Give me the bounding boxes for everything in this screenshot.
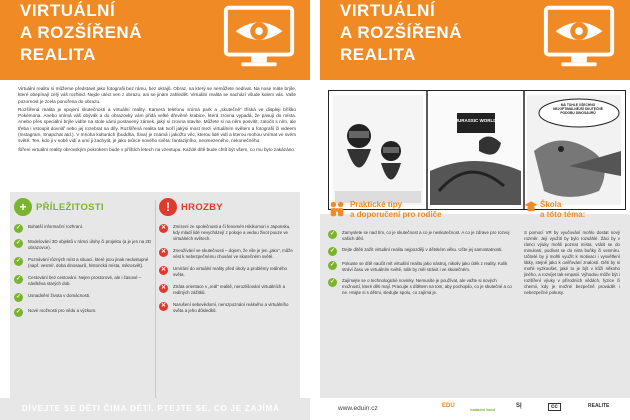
header-band	[320, 0, 630, 80]
school-title: Škola a tóto téma:	[540, 200, 586, 219]
list-item: ✓ Nové možnosti pro vědu a výzkum.	[15, 308, 97, 315]
cross-icon: ✕	[160, 303, 167, 309]
cross-icon: ✕	[160, 285, 167, 291]
cc-logo: cc	[548, 403, 561, 411]
list-item: ✕ Ztráta orientace v „reál“ realitě, nerozlišování virtuálních a reálných zážitků.	[160, 284, 286, 295]
check-icon: ✓	[15, 276, 22, 282]
comic-sign-text: JURASSIC WORLD	[455, 118, 497, 123]
check-icon: ✓	[329, 279, 336, 285]
cross-icon: ✕	[160, 225, 167, 231]
list-item: ✓ Cestování bez cestování. Nejen prostorové, ale i časové – návštěva starých dob.	[15, 275, 142, 286]
check-icon: ✓	[15, 309, 22, 315]
list-item: ✕ Narušení sebevědomí, nerozpoznání reálného a virtuálního světa a jeho důsledků.	[160, 302, 289, 313]
opportunities-title: PŘÍLEŽITOSTI	[36, 201, 104, 213]
slogan-bar	[0, 398, 310, 420]
list-item: ✕ Zmizení ze společnosti a či fenomén Hikikomori v Japonsku, kdy mladí lidé nevycházejí z pokoje a vedou život pouze ve virtuálních světech.	[160, 224, 291, 241]
pros-cons-panel	[10, 192, 300, 417]
plus-icon: +	[14, 198, 32, 216]
foundation-logo: nadační fond	[470, 407, 495, 412]
header-band	[0, 0, 310, 80]
list-item: ✓ Dejte dítěti zažít virtuální realitu nejpozději v dětském věku. Učte jej samostatnosti.	[329, 247, 503, 254]
check-icon: ✓	[15, 294, 22, 300]
school-icon	[524, 200, 538, 214]
opportunities-list	[14, 224, 152, 323]
list-item: ✕ Umírání do virtuální reality před úkoly a problémy reálného světa.	[160, 266, 287, 277]
page-right	[320, 0, 630, 420]
page-title: VIRTUÁLNÍ A ROZŠÍŘENÁ REALITA	[20, 1, 142, 64]
check-icon: ✓	[329, 248, 336, 254]
list-item: ✓ Modelování 3D objektů v rámci úlohy či projektu (a je jen na 2D obrazovce).	[15, 239, 152, 250]
family-icon	[328, 200, 346, 218]
page-left	[0, 0, 310, 420]
threats-list	[159, 224, 297, 320]
monitor-eye-icon	[220, 2, 298, 72]
slogan-text: DÍVEJTE SE DĚTI ČIMA DĚTÍ. PTEJTE SE, CO JE ZAJÍMÁ	[22, 404, 280, 413]
check-icon: ✓	[329, 262, 336, 268]
list-item: ✓ Zamyslete se nad tím, co je skutečnost a co je neskutečnost. A co je zdrave pro rozvoj vašich dětí.	[329, 230, 510, 241]
check-icon: ✓	[15, 240, 22, 246]
threats-title: HROZBY	[181, 201, 223, 213]
check-icon: ✓	[329, 231, 336, 237]
footer-url[interactable]: www.eduin.cz	[338, 405, 378, 412]
tips-list	[328, 230, 514, 301]
check-icon: ✓	[15, 225, 22, 231]
threats-column	[155, 192, 300, 417]
footer	[320, 398, 630, 420]
monitor-eye-icon	[540, 2, 618, 72]
list-item: ✓ Zajímejte se o technologické novinky. Nemusíte je používat, ale važte si nových možností, které děti mají. Pracujte s dítětem na tom, aby pochopilo, co je skutečné a co ne. Hrajte si s dětmi, sledujte spolu, co zajímá je.	[329, 278, 512, 295]
list-item: ✓ Poznávání různých míst a situací, které jsou jinak nedostupné (např. vesmír, doba dinosaurů, historická místa, mikrosvět).	[15, 257, 149, 268]
list-item: ✓ Pokuste se dítě naučit mít virtuální realitu jako nástroj, nikoliv jako útěk z reality. Kolik stráví času ve virtuálním světě, tolik by měl strávit i ve skutečném.	[329, 261, 508, 272]
cross-icon: ✕	[160, 249, 167, 255]
page-title: VIRTUÁLNÍ A ROZŠÍŘENÁ REALITA	[340, 1, 462, 64]
list-item: ✓ Bohatší informační rozhraní.	[15, 224, 84, 231]
comic-strip	[328, 90, 626, 210]
comic-speech-bubble: MÁ TOHLE VŠECHNO NEJOPTIMÁLNĚJŠÍ SKUTEČNĚ PODOBU DINOSAURŮ	[553, 103, 603, 115]
opportunities-header	[14, 198, 104, 216]
threats-header	[159, 198, 223, 216]
list-item: ✓ Usnadnění života v domácnosti.	[15, 293, 91, 300]
si-logo: SĮ	[516, 403, 522, 409]
list-item: ✕ Zneužívání ve skutečnosti – dojem, že vše je jen „jako“, může vést k nebezpečnému chování ve skutečném světě.	[160, 248, 293, 259]
edu-logo: EDU	[442, 403, 455, 409]
tips-title: Praktické tipy a doporučení pro rodiče	[350, 200, 442, 219]
school-text: S pomocí VR by vyučování mohlo dostat nový rozměr. Její využití by bylo rozsáhlé. Žáci by v rámci výuky mohli poznat místa, vrátit se do minulosti, podívat se do nitra buňky či vesmíru. Učitelé by ji mohli využít k motivaci i vysvětlení látky, stejně jako k ověřování znalostí. Děti by si mohli vyzkoušet, jaké to je být v kůži někoho jiného, a rozvíjet tak empatii. Výhodou může být i rozšíření výuky v přírodních vědách, fyzice či chemii, kdy je možné bezpečně provádět i nebezpečné pokusy.	[524, 230, 620, 295]
opportunities-column	[10, 192, 155, 417]
realite-logo: REALITE	[588, 403, 610, 409]
intro-text: Virtuální realitu si můžeme představit jako fotografii bez rámu, bez okrajů. Obraz, na který se nemůžete nedívat. Na nose máte brýle, které obepínají celý váš rozhled. Nejde utéct ven z obrazu, ani se jinam zahledět. Virtuální realita se nachází všude kolem vás. Vaše pozornost je zcela ponořena do obrazu. Rozšířená realita je spojení skutečnosti a virtuální reality. Kamera telefonu snímá park a „skutečně“ tříská ve displeji bříško Pokémona. Anebo snímá váš obývák a do obrazovky vám přidá velké dřevěné krabice, která zrovna vypadá, že pasují do místa. Anebo přes speciální brýle vidíte na stole vámi postavený zámek, jaký si zrovna stavíte. Můžete si na něm posvítit, zatočit s ním, ale třeba i vstoupit dovnitř nebo jej rozebrat na díly. Rozšířená realita tak tvoří jakýsi most mezi virtuálním světem a fotografií či videem (Instagram, Snapchat atd.). V mnoha kulturách (buddha, Šiva) je známá i jakožto věc, kterou lidé vidí a kterou mohou vnímat ve svém světě. Ten, kdo ji v sobě vidí a umí ji zachytit, je jako tvůrce nového světa: fantazijního, neomezeného, nekonečného. Šíření virtuální reality obrovským pokrokem bude v příštích letech na vzestupu. Každé dítě bude chtít být všem, co mu bylo zakázáno.	[18, 86, 296, 152]
cross-icon: ✕	[160, 267, 167, 273]
check-icon: ✓	[15, 258, 22, 264]
exclamation-icon: !	[159, 198, 177, 216]
